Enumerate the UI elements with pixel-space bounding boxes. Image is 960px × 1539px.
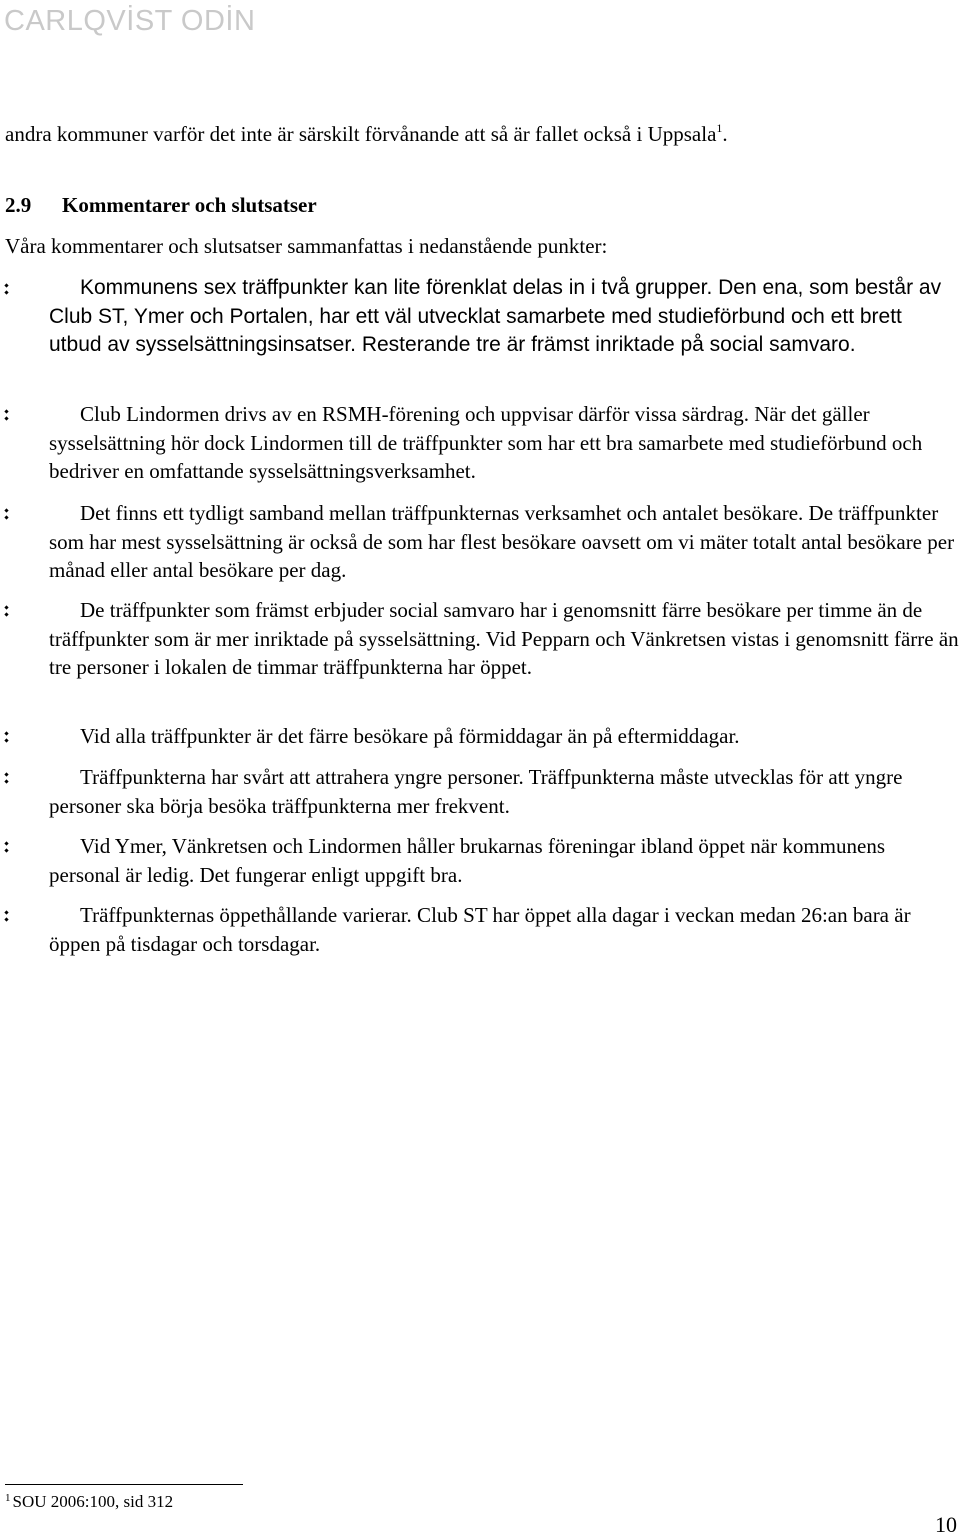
bullet-text: De träffpunkter som främst erbjuder social samvaro har i genomsnitt färre besökare per timme än de träffpunkter som är mer inriktade på sysselsättning. Vid Pepparn och Vänkretsen vistas i genomsnitt färre än tre personer i lokalen de timmar träffpunkterna har öppet. bbox=[49, 598, 959, 679]
bullet-text: Club Lindormen drivs av en RSMH-förening och uppvisar därför vissa särdrag. När det gäller sysselsättning hör dock Lindormen till de träffpunkter som har ett bra samarbete med studieförbund och bedriver en omfattande sysselsättningsverksamhet. bbox=[49, 402, 923, 483]
bullet-marker-icon bbox=[5, 773, 9, 783]
intro-paragraph bbox=[5, 120, 728, 148]
bullet-text: Vid alla träffpunkter är det färre besökare på förmiddagar än på eftermiddagar. bbox=[80, 724, 740, 748]
bullet-text: Vid Ymer, Vänkretsen och Lindormen håller brukarnas föreningar ibland öppet när kommunens personal är ledig. Det fungerar enligt uppgift bra. bbox=[49, 834, 885, 887]
intro-text: andra kommuner varför det inte är särskilt förvånande att så är fallet också i Uppsala bbox=[5, 122, 717, 146]
intro-end: . bbox=[722, 122, 728, 146]
bullet-marker-icon bbox=[5, 410, 9, 420]
footnote-number: 1 bbox=[5, 1492, 11, 1504]
footnote-divider bbox=[5, 1484, 243, 1485]
bullet-marker-icon bbox=[5, 284, 9, 294]
page-number: 10 bbox=[935, 1512, 957, 1537]
bullet-marker-icon bbox=[5, 732, 9, 742]
bullet-marker-icon bbox=[5, 842, 9, 852]
section-lead: Våra kommentarer och slutsatser sammanfattas i nedanstående punkter: bbox=[5, 234, 608, 258]
section-number: 2.9 bbox=[5, 193, 32, 217]
bullet-text: Träffpunkterna har svårt att attrahera yngre personer. Träffpunkterna måste utvecklas för att yngre personer ska börja besöka träffpunkterna mer frekvent. bbox=[49, 765, 903, 818]
company-logo: CARLQVİST ODİN bbox=[4, 5, 256, 37]
footnote-reference[interactable]: 1 bbox=[716, 121, 723, 135]
bullet-text: Det finns ett tydligt samband mellan träffpunkternas verksamhet och antalet besökare. De träffpunkter som har mest sysselsättning är också de som har flest besökare oavsett om vi mäter totalt antal besökare per månad eller antal besökare per dag. bbox=[49, 501, 955, 582]
bullet-text: Träffpunkternas öppethållande varierar. Club ST har öppet alla dagar i veckan medan 26:an bara är öppen på tisdagar och torsdagar. bbox=[49, 903, 911, 956]
section-title: Kommentarer och slutsatser bbox=[62, 193, 317, 217]
footnote bbox=[5, 1491, 173, 1513]
bullet-text: Kommunens sex träffpunkter kan lite förenklat delas in i två grupper. Den ena, som består av Club ST, Ymer och Portalen, har ett väl utvecklat samarbete med studieförbund och ett brett utbud av sysselsättningsinsatser. Resterande tre är främst inriktade på social samvaro. bbox=[49, 276, 942, 357]
bullet-marker-icon bbox=[5, 606, 9, 616]
bullet-marker-icon bbox=[5, 911, 9, 921]
section-heading bbox=[5, 191, 317, 219]
footnote-text: SOU 2006:100, sid 312 bbox=[12, 1492, 174, 1511]
bullet-marker-icon bbox=[5, 509, 9, 519]
